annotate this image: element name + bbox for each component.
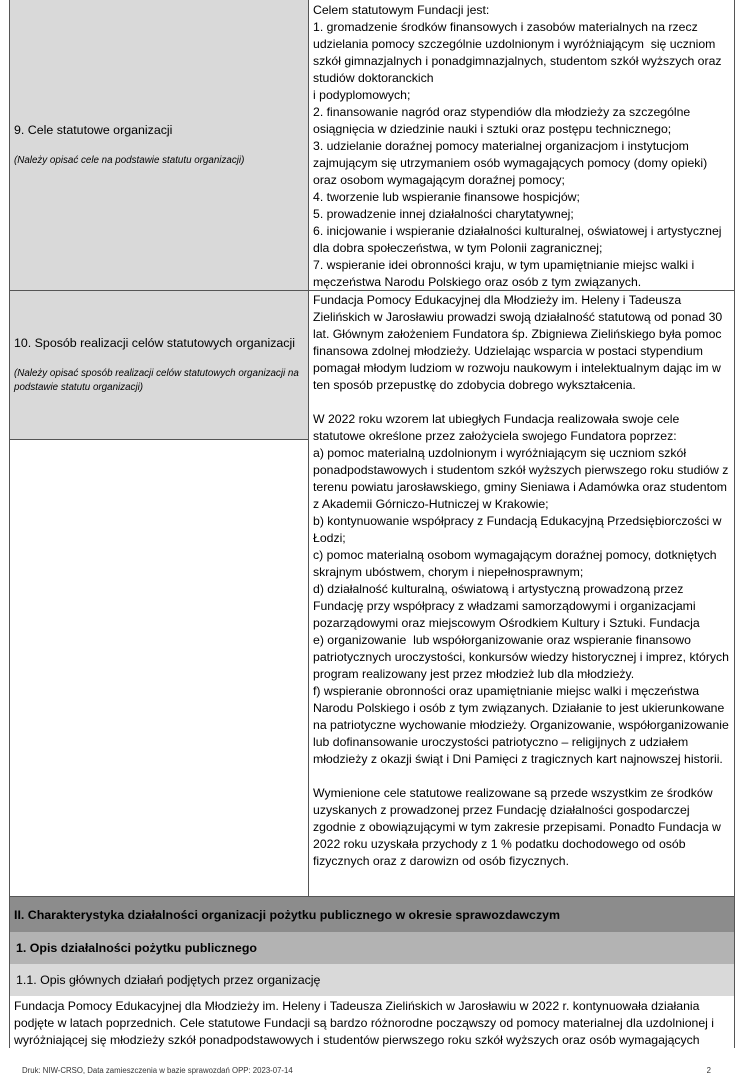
subsection-heading-1: 1. Opis działalności pożytku publicznego xyxy=(10,932,734,964)
hint-implementation-method: (Należy opisać sposób realizacji celów statutowych organizacji na podstawie statutu organizacji) xyxy=(14,368,299,393)
label-box-implementation-method xyxy=(10,291,308,440)
subsection-heading-1-1: 1.1. Opis głównych działań podjętych przez organizację xyxy=(10,964,734,996)
main-activities-description[interactable]: Fundacja Pomocy Edukacyjnej dla Młodzieży im. Heleny i Tadeusza Zielińskich w Jarosławiu w 2022 r. kontynuowała działania podjęte w latach poprzednich. Cele statutowe Fundacji są bardzo różnorodne począwszy od pomocy materialnej dla uzdolnionej i wyróżniającej się młodzieży szkół ponadpodstawowych i studentów pierwszego roku szkół wyższych oraz osób wymagających xyxy=(14,999,715,1047)
page-footer xyxy=(22,1066,711,1075)
hint-statutory-goals: (Należy opisać cele na podstawie statutu organizacji) xyxy=(14,155,245,166)
label-implementation-method: 10. Sposób realizacji celów statutowych organizacji xyxy=(14,336,295,350)
label-cell-implementation-method xyxy=(10,291,309,896)
content-statutory-goals[interactable]: Celem statutowym Fundacji jest: 1. gromadzenie środków finansowych i zasobów materialnych na rzecz udzielania pomocy szczególnie uzdolnionym i wyróżniającym się uczniom szkół gimnazjalnych i ponadgimnazjalnych, studentom szkół wyższych oraz studiów doktoranckich i podyplomowych; 2. finansowanie nagród oraz stypendiów dla młodzieży za szczególne osiągnięcia w dziedzinie nauki i sztuki oraz postępu technicznego; 3. udzielanie doraźnej pomocy materialnej organizacjom i instytucjom zajmującym się utrzymaniem osób wymagających pomocy (domy opieki) oraz osobom wymagającym doraźnej pomocy; 4. tworzenie lub wspieranie finansowe hospicjów; 5. prowadzenie innej działalności charytatywnej; 6. inicjowanie i wspieranie działalności kulturalnej, oświatowej i artystycznej dla dobra społeczeństwa, w tym Polonii zagranicznej; 7. wspieranie idei obronności kraju, w tym upamiętnianie miejsc walki i męczeństwa Narodu Polskiego oraz osób z tym związanych. xyxy=(313,3,722,289)
footer-print-info: Druk: NIW-CRSO, Data zamieszczenia w bazie sprawozdań OPP: 2023-07-14 xyxy=(22,1066,293,1075)
content-implementation-method[interactable]: Fundacja Pomocy Edukacyjnej dla Młodzieży im. Heleny i Tadeusza Zielińskich w Jarosławiu prowadzi swoją działalność statutową od ponad 30 lat. Głównym założeniem Fundatora śp. Zbigniewa Zielińskiego była pomoc finansowa zdolnej młodzieży. Udzielając wsparcia w postaci stypendium pomagał młodym ludziom w rozwoju naukowym i intelektualnym dając im w ten sposób przepustkę do zdobycia dobrego wykształcenia. W 2022 roku wzorem lat ubiegłych Fundacja realizowała swoje cele statutowe określone przez założyciela swojego Fundatora poprzez: a) pomoc materialną uzdolnionym i wyróżniającym się uczniom szkół ponadpodstawowych i studentom szkół wyższych pierwszego roku studiów z terenu powiatu jarosławskiego, gminy Sieniawa i Adamówka oraz studentom z Akademii Górniczo-Hutniczej w Krakowie; b) kontynuowanie współpracy z Fundacją Edukacyjną Przedsiębiorczości w Łodzi; c) pomoc materialną osobom wymagającym doraźnej pomocy, dotkniętych skrajnym ubóstwem, chorym i niepełnosprawnym; d) działalność kulturalną, oświatową i artystyczną prowadzoną przez Fundację przy współpracy z władzami samorządowymi i organizacjami pozarządowymi oraz miejscowym Ośrodkiem Kultury i Sztuki. Fundacja e) organizowanie lub współorganizowanie oraz wspieranie finansowo patriotycznych uroczystości, konkursów wiedzy historycznej i imprez, których program realizowany jest przez młodzież lub dla młodzieży. f) wspieranie obronności oraz upamiętnianie miejsc walki i męczeństwa Narodu Polskiego i osób z tym związanych. Działanie to jest ukierunkowane na patriotyczne wychowanie młodzieży. Organizowanie, współorganizowanie lub dofinansowanie uroczystości patriotyczno – religijnych z udziałem młodzieży z okazji świąt i Dni Pamięci z tragicznych kart najnowszej historii. Wymienione cele statutowe realizowane są przede wszystkim ze środków uzyskanych z prowadzonej przez Fundację działalności gospodarczej zgodnie z obowiązującymi w tym zakresie przepisami. Ponadto Fundacja w 2022 roku uzyskała przychody z 1 % podatku dochodowego od osób fizycznych oraz z darowizn od osób fizycznych. xyxy=(313,293,729,868)
label-statutory-goals: 9. Cele statutowe organizacji xyxy=(14,123,173,137)
section-heading-part2: II. Charakterystyka działalności organizacji pożytku publicznego w okresie sprawozdawczym xyxy=(10,897,734,932)
label-cell-statutory-goals xyxy=(10,0,309,290)
report-table xyxy=(9,0,735,1048)
row-statutory-goals xyxy=(10,0,734,291)
row-implementation-method xyxy=(10,291,734,897)
page-number: 2 xyxy=(706,1066,711,1075)
